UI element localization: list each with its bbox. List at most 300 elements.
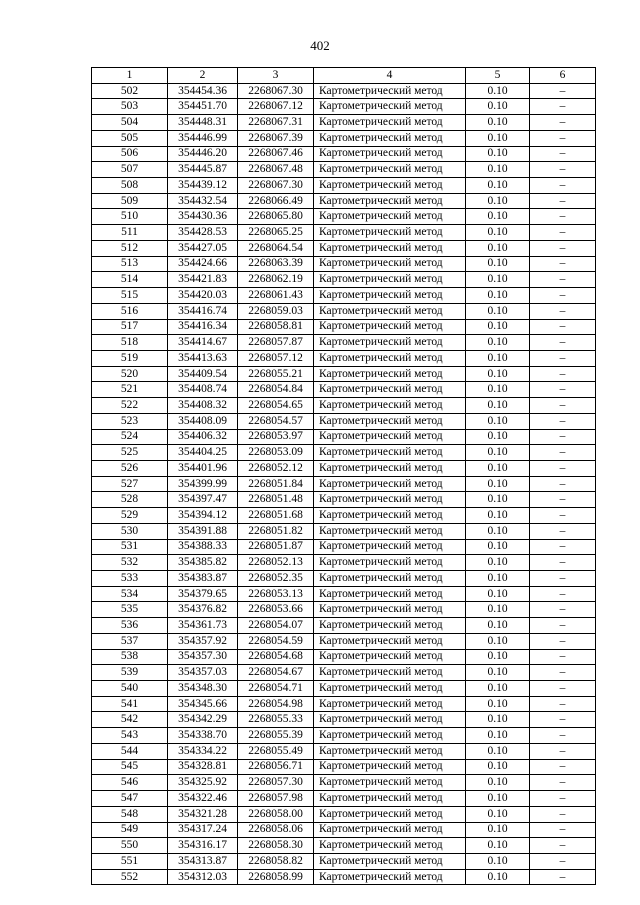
method-cell: Картометрический метод	[314, 869, 466, 885]
description-cell: –	[530, 146, 596, 162]
accuracy-cell: 0.10	[466, 508, 530, 524]
header-cell-accuracy: 5	[466, 68, 530, 84]
table-row	[92, 319, 596, 335]
description-cell: –	[530, 130, 596, 146]
description-cell: –	[530, 523, 596, 539]
point-number-cell: 506	[92, 146, 168, 162]
y-coordinate-cell: 2268055.39	[238, 728, 314, 744]
y-coordinate-cell: 2268052.12	[238, 460, 314, 476]
table-row	[92, 256, 596, 272]
accuracy-cell: 0.10	[466, 492, 530, 508]
point-number-cell: 518	[92, 335, 168, 351]
table-row	[92, 350, 596, 366]
table-row	[92, 743, 596, 759]
x-coordinate-cell: 354439.12	[168, 178, 238, 194]
description-cell: –	[530, 853, 596, 869]
point-number-cell: 541	[92, 696, 168, 712]
description-cell: –	[530, 728, 596, 744]
x-coordinate-cell: 354408.32	[168, 398, 238, 414]
description-cell: –	[530, 288, 596, 304]
x-coordinate-cell: 354420.03	[168, 288, 238, 304]
description-cell: –	[530, 225, 596, 241]
table-row	[92, 272, 596, 288]
description-cell: –	[530, 508, 596, 524]
x-coordinate-cell: 354357.30	[168, 649, 238, 665]
table-row	[92, 99, 596, 115]
x-coordinate-cell: 354408.74	[168, 382, 238, 398]
x-coordinate-cell: 354321.28	[168, 806, 238, 822]
point-number-cell: 512	[92, 240, 168, 256]
description-cell: –	[530, 492, 596, 508]
y-coordinate-cell: 2268053.97	[238, 429, 314, 445]
x-coordinate-cell: 354379.65	[168, 586, 238, 602]
y-coordinate-cell: 2268052.35	[238, 571, 314, 587]
accuracy-cell: 0.10	[466, 366, 530, 382]
accuracy-cell: 0.10	[466, 288, 530, 304]
x-coordinate-cell: 354385.82	[168, 555, 238, 571]
point-number-cell: 547	[92, 791, 168, 807]
method-cell: Картометрический метод	[314, 806, 466, 822]
method-cell: Картометрический метод	[314, 209, 466, 225]
point-number-cell: 542	[92, 712, 168, 728]
accuracy-cell: 0.10	[466, 303, 530, 319]
method-cell: Картометрический метод	[314, 350, 466, 366]
description-cell: –	[530, 649, 596, 665]
x-coordinate-cell: 354328.81	[168, 759, 238, 775]
accuracy-cell: 0.10	[466, 649, 530, 665]
y-coordinate-cell: 2268054.98	[238, 696, 314, 712]
point-number-cell: 530	[92, 523, 168, 539]
method-cell: Картометрический метод	[314, 225, 466, 241]
description-cell: –	[530, 775, 596, 791]
table-row	[92, 775, 596, 791]
table-row	[92, 429, 596, 445]
table-row	[92, 838, 596, 854]
point-number-cell: 507	[92, 162, 168, 178]
x-coordinate-cell: 354421.83	[168, 272, 238, 288]
point-number-cell: 525	[92, 445, 168, 461]
point-number-cell: 523	[92, 413, 168, 429]
table-row	[92, 225, 596, 241]
x-coordinate-cell: 354348.30	[168, 681, 238, 697]
x-coordinate-cell: 354391.88	[168, 523, 238, 539]
table-row	[92, 539, 596, 555]
description-cell: –	[530, 822, 596, 838]
method-cell: Картометрический метод	[314, 382, 466, 398]
description-cell: –	[530, 240, 596, 256]
table-row	[92, 712, 596, 728]
table-row	[92, 492, 596, 508]
x-coordinate-cell: 354334.22	[168, 743, 238, 759]
description-cell: –	[530, 83, 596, 99]
method-cell: Картометрический метод	[314, 83, 466, 99]
description-cell: –	[530, 382, 596, 398]
accuracy-cell: 0.10	[466, 806, 530, 822]
page-number: 402	[310, 38, 330, 53]
point-number-cell: 522	[92, 398, 168, 414]
description-cell: –	[530, 633, 596, 649]
table-row	[92, 413, 596, 429]
method-cell: Картометрический метод	[314, 822, 466, 838]
x-coordinate-cell: 354408.09	[168, 413, 238, 429]
point-number-cell: 551	[92, 853, 168, 869]
accuracy-cell: 0.10	[466, 571, 530, 587]
accuracy-cell: 0.10	[466, 539, 530, 555]
description-cell: –	[530, 209, 596, 225]
method-cell: Картометрический метод	[314, 162, 466, 178]
x-coordinate-cell: 354414.67	[168, 335, 238, 351]
y-coordinate-cell: 2268067.31	[238, 115, 314, 131]
accuracy-cell: 0.10	[466, 209, 530, 225]
method-cell: Картометрический метод	[314, 303, 466, 319]
y-coordinate-cell: 2268063.39	[238, 256, 314, 272]
table-header-row	[92, 68, 596, 84]
x-coordinate-cell: 354454.36	[168, 83, 238, 99]
method-cell: Картометрический метод	[314, 618, 466, 634]
point-number-cell: 533	[92, 571, 168, 587]
accuracy-cell: 0.10	[466, 476, 530, 492]
description-cell: –	[530, 555, 596, 571]
header-cell-method: 4	[314, 68, 466, 84]
method-cell: Картометрический метод	[314, 791, 466, 807]
accuracy-cell: 0.10	[466, 460, 530, 476]
point-number-cell: 502	[92, 83, 168, 99]
y-coordinate-cell: 2268053.09	[238, 445, 314, 461]
method-cell: Картометрический метод	[314, 523, 466, 539]
x-coordinate-cell: 354388.33	[168, 539, 238, 555]
description-cell: –	[530, 759, 596, 775]
description-cell: –	[530, 350, 596, 366]
table-row	[92, 586, 596, 602]
description-cell: –	[530, 178, 596, 194]
y-coordinate-cell: 2268061.43	[238, 288, 314, 304]
method-cell: Картометрический метод	[314, 492, 466, 508]
point-number-cell: 504	[92, 115, 168, 131]
point-number-cell: 532	[92, 555, 168, 571]
accuracy-cell: 0.10	[466, 398, 530, 414]
y-coordinate-cell: 2268054.57	[238, 413, 314, 429]
accuracy-cell: 0.10	[466, 429, 530, 445]
accuracy-cell: 0.10	[466, 272, 530, 288]
accuracy-cell: 0.10	[466, 146, 530, 162]
y-coordinate-cell: 2268057.12	[238, 350, 314, 366]
table-row	[92, 806, 596, 822]
y-coordinate-cell: 2268067.12	[238, 99, 314, 115]
y-coordinate-cell: 2268054.84	[238, 382, 314, 398]
x-coordinate-cell: 354313.87	[168, 853, 238, 869]
table-row	[92, 681, 596, 697]
y-coordinate-cell: 2268051.87	[238, 539, 314, 555]
method-cell: Картометрический метод	[314, 476, 466, 492]
point-number-cell: 520	[92, 366, 168, 382]
description-cell: –	[530, 602, 596, 618]
x-coordinate-cell: 354342.29	[168, 712, 238, 728]
table-row	[92, 555, 596, 571]
x-coordinate-cell: 354404.25	[168, 445, 238, 461]
x-coordinate-cell: 354325.92	[168, 775, 238, 791]
accuracy-cell: 0.10	[466, 853, 530, 869]
method-cell: Картометрический метод	[314, 335, 466, 351]
method-cell: Картометрический метод	[314, 539, 466, 555]
accuracy-cell: 0.10	[466, 775, 530, 791]
y-coordinate-cell: 2268067.46	[238, 146, 314, 162]
point-number-cell: 526	[92, 460, 168, 476]
point-number-cell: 527	[92, 476, 168, 492]
x-coordinate-cell: 354428.53	[168, 225, 238, 241]
x-coordinate-cell: 354316.17	[168, 838, 238, 854]
method-cell: Картометрический метод	[314, 759, 466, 775]
point-number-cell: 509	[92, 193, 168, 209]
accuracy-cell: 0.10	[466, 445, 530, 461]
table-row	[92, 178, 596, 194]
x-coordinate-cell: 354394.12	[168, 508, 238, 524]
method-cell: Картометрический метод	[314, 602, 466, 618]
description-cell: –	[530, 272, 596, 288]
method-cell: Картометрический метод	[314, 398, 466, 414]
accuracy-cell: 0.10	[466, 633, 530, 649]
description-cell: –	[530, 162, 596, 178]
point-number-cell: 514	[92, 272, 168, 288]
description-cell: –	[530, 398, 596, 414]
description-cell: –	[530, 696, 596, 712]
accuracy-cell: 0.10	[466, 759, 530, 775]
point-number-cell: 535	[92, 602, 168, 618]
accuracy-cell: 0.10	[466, 838, 530, 854]
method-cell: Картометрический метод	[314, 775, 466, 791]
description-cell: –	[530, 539, 596, 555]
x-coordinate-cell: 354317.24	[168, 822, 238, 838]
accuracy-cell: 0.10	[466, 335, 530, 351]
method-cell: Картометрический метод	[314, 460, 466, 476]
y-coordinate-cell: 2268054.68	[238, 649, 314, 665]
x-coordinate-cell: 354401.96	[168, 460, 238, 476]
accuracy-cell: 0.10	[466, 602, 530, 618]
y-coordinate-cell: 2268055.49	[238, 743, 314, 759]
accuracy-cell: 0.10	[466, 696, 530, 712]
point-number-cell: 521	[92, 382, 168, 398]
method-cell: Картометрический метод	[314, 633, 466, 649]
accuracy-cell: 0.10	[466, 822, 530, 838]
table-row	[92, 146, 596, 162]
point-number-cell: 503	[92, 99, 168, 115]
description-cell: –	[530, 445, 596, 461]
table-row	[92, 633, 596, 649]
table-row	[92, 83, 596, 99]
method-cell: Картометрический метод	[314, 743, 466, 759]
point-number-cell: 552	[92, 869, 168, 885]
y-coordinate-cell: 2268058.00	[238, 806, 314, 822]
header-cell-y: 3	[238, 68, 314, 84]
table-row	[92, 869, 596, 885]
accuracy-cell: 0.10	[466, 130, 530, 146]
header-cell-description: 6	[530, 68, 596, 84]
point-number-cell: 516	[92, 303, 168, 319]
point-number-cell: 539	[92, 665, 168, 681]
table-row	[92, 335, 596, 351]
x-coordinate-cell: 354446.99	[168, 130, 238, 146]
description-cell: –	[530, 586, 596, 602]
method-cell: Картометрический метод	[314, 681, 466, 697]
table-row	[92, 696, 596, 712]
method-cell: Картометрический метод	[314, 146, 466, 162]
table-row	[92, 162, 596, 178]
point-number-cell: 524	[92, 429, 168, 445]
table-row	[92, 130, 596, 146]
x-coordinate-cell: 354416.74	[168, 303, 238, 319]
accuracy-cell: 0.10	[466, 791, 530, 807]
x-coordinate-cell: 354383.87	[168, 571, 238, 587]
x-coordinate-cell: 354357.03	[168, 665, 238, 681]
accuracy-cell: 0.10	[466, 382, 530, 398]
point-number-cell: 534	[92, 586, 168, 602]
y-coordinate-cell: 2268051.82	[238, 523, 314, 539]
accuracy-cell: 0.10	[466, 99, 530, 115]
x-coordinate-cell: 354445.87	[168, 162, 238, 178]
table-row	[92, 791, 596, 807]
method-cell: Картометрический метод	[314, 240, 466, 256]
method-cell: Картометрический метод	[314, 99, 466, 115]
point-number-cell: 545	[92, 759, 168, 775]
accuracy-cell: 0.10	[466, 523, 530, 539]
table-row	[92, 366, 596, 382]
y-coordinate-cell: 2268058.30	[238, 838, 314, 854]
point-number-cell: 550	[92, 838, 168, 854]
method-cell: Картометрический метод	[314, 508, 466, 524]
y-coordinate-cell: 2268055.33	[238, 712, 314, 728]
header-cell-point-number: 1	[92, 68, 168, 84]
x-coordinate-cell: 354424.66	[168, 256, 238, 272]
accuracy-cell: 0.10	[466, 728, 530, 744]
description-cell: –	[530, 335, 596, 351]
table-row	[92, 728, 596, 744]
description-cell: –	[530, 429, 596, 445]
point-number-cell: 538	[92, 649, 168, 665]
table-row	[92, 822, 596, 838]
y-coordinate-cell: 2268054.65	[238, 398, 314, 414]
x-coordinate-cell: 354312.03	[168, 869, 238, 885]
method-cell: Картометрический метод	[314, 413, 466, 429]
point-number-cell: 515	[92, 288, 168, 304]
description-cell: –	[530, 791, 596, 807]
description-cell: –	[530, 319, 596, 335]
table-body	[92, 83, 596, 885]
y-coordinate-cell: 2268056.71	[238, 759, 314, 775]
table-row	[92, 193, 596, 209]
y-coordinate-cell: 2268052.13	[238, 555, 314, 571]
header-cell-x: 2	[168, 68, 238, 84]
method-cell: Картометрический метод	[314, 838, 466, 854]
accuracy-cell: 0.10	[466, 193, 530, 209]
description-cell: –	[530, 99, 596, 115]
y-coordinate-cell: 2268059.03	[238, 303, 314, 319]
point-number-cell: 529	[92, 508, 168, 524]
y-coordinate-cell: 2268067.30	[238, 178, 314, 194]
y-coordinate-cell: 2268058.82	[238, 853, 314, 869]
description-cell: –	[530, 681, 596, 697]
y-coordinate-cell: 2268051.68	[238, 508, 314, 524]
table-row	[92, 665, 596, 681]
x-coordinate-cell: 354448.31	[168, 115, 238, 131]
description-cell: –	[530, 712, 596, 728]
y-coordinate-cell: 2268054.07	[238, 618, 314, 634]
y-coordinate-cell: 2268053.66	[238, 602, 314, 618]
y-coordinate-cell: 2268054.71	[238, 681, 314, 697]
coordinates-table	[91, 67, 596, 885]
table-row	[92, 460, 596, 476]
point-number-cell: 505	[92, 130, 168, 146]
x-coordinate-cell: 354427.05	[168, 240, 238, 256]
description-cell: –	[530, 743, 596, 759]
x-coordinate-cell: 354345.66	[168, 696, 238, 712]
description-cell: –	[530, 476, 596, 492]
point-number-cell: 548	[92, 806, 168, 822]
table-row	[92, 618, 596, 634]
y-coordinate-cell: 2268053.13	[238, 586, 314, 602]
method-cell: Картометрический метод	[314, 728, 466, 744]
table-row	[92, 571, 596, 587]
method-cell: Картометрический метод	[314, 178, 466, 194]
x-coordinate-cell: 354409.54	[168, 366, 238, 382]
method-cell: Картометрический метод	[314, 272, 466, 288]
y-coordinate-cell: 2268062.19	[238, 272, 314, 288]
y-coordinate-cell: 2268064.54	[238, 240, 314, 256]
point-number-cell: 517	[92, 319, 168, 335]
accuracy-cell: 0.10	[466, 225, 530, 241]
accuracy-cell: 0.10	[466, 869, 530, 885]
y-coordinate-cell: 2268054.67	[238, 665, 314, 681]
point-number-cell: 508	[92, 178, 168, 194]
accuracy-cell: 0.10	[466, 83, 530, 99]
method-cell: Картометрический метод	[314, 649, 466, 665]
description-cell: –	[530, 460, 596, 476]
accuracy-cell: 0.10	[466, 743, 530, 759]
y-coordinate-cell: 2268051.84	[238, 476, 314, 492]
y-coordinate-cell: 2268055.21	[238, 366, 314, 382]
y-coordinate-cell: 2268066.49	[238, 193, 314, 209]
y-coordinate-cell: 2268057.30	[238, 775, 314, 791]
table-row	[92, 523, 596, 539]
point-number-cell: 531	[92, 539, 168, 555]
point-number-cell: 537	[92, 633, 168, 649]
point-number-cell: 528	[92, 492, 168, 508]
accuracy-cell: 0.10	[466, 256, 530, 272]
y-coordinate-cell: 2268065.25	[238, 225, 314, 241]
table-row	[92, 476, 596, 492]
table-row	[92, 649, 596, 665]
y-coordinate-cell: 2268065.80	[238, 209, 314, 225]
description-cell: –	[530, 838, 596, 854]
point-number-cell: 519	[92, 350, 168, 366]
method-cell: Картометрический метод	[314, 366, 466, 382]
description-cell: –	[530, 115, 596, 131]
table-row	[92, 508, 596, 524]
table-row	[92, 240, 596, 256]
table-row	[92, 445, 596, 461]
method-cell: Картометрический метод	[314, 586, 466, 602]
description-cell: –	[530, 256, 596, 272]
accuracy-cell: 0.10	[466, 319, 530, 335]
point-number-cell: 513	[92, 256, 168, 272]
x-coordinate-cell: 354397.47	[168, 492, 238, 508]
accuracy-cell: 0.10	[466, 240, 530, 256]
x-coordinate-cell: 354446.20	[168, 146, 238, 162]
x-coordinate-cell: 354361.73	[168, 618, 238, 634]
x-coordinate-cell: 354338.70	[168, 728, 238, 744]
point-number-cell: 540	[92, 681, 168, 697]
accuracy-cell: 0.10	[466, 413, 530, 429]
table-row	[92, 853, 596, 869]
point-number-cell: 546	[92, 775, 168, 791]
